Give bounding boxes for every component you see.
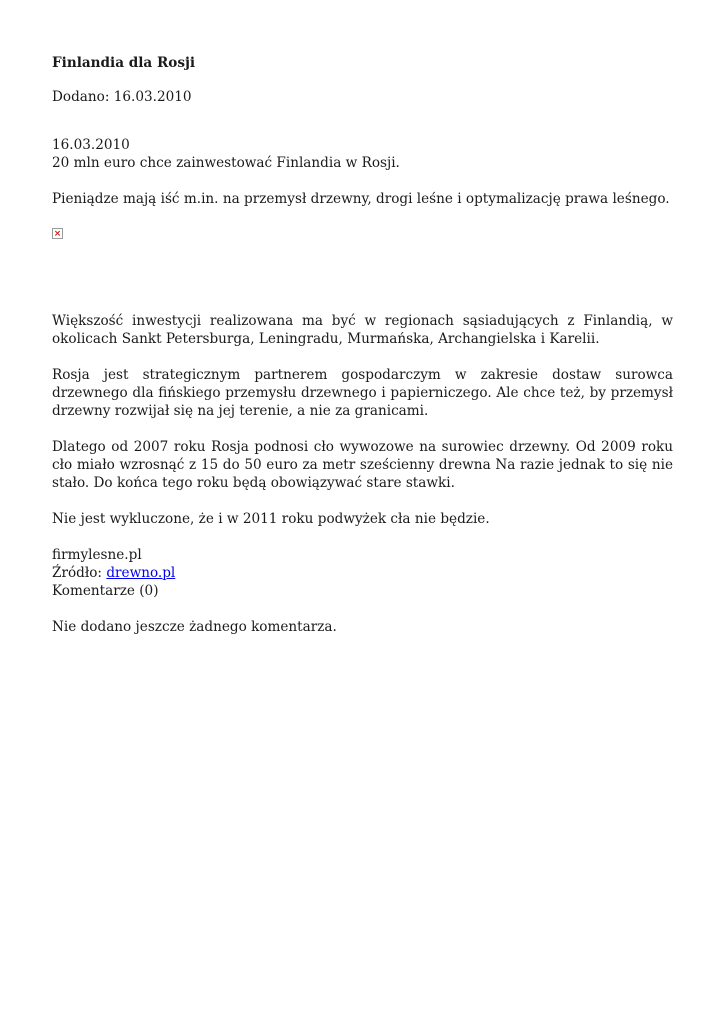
paragraph-3: Rosja jest strategicznym partnerem gospodarczym w zakresie dostaw surowca drzewnego dla fińskiego przemysłu drzewnego i papierniczego. Ale chce też, by przemysł drzewny rozwijał się na jej terenie, a nie za granicami.	[52, 367, 673, 419]
source-line	[52, 564, 673, 582]
no-comments-message: Nie dodano jeszcze żadnego komentarza.	[52, 619, 337, 635]
source-link[interactable]: drewno.pl	[106, 565, 176, 581]
comments-header: Komentarze (0)	[52, 583, 159, 599]
paragraph-2: Większość inwestycji realizowana ma być w regionach sąsiadujących z Finlandią, w okolicach Sankt Petersburga, Leningradu, Murmańska, Archangielska i Karelii.	[52, 313, 673, 347]
paragraph-5: Nie jest wykluczone, że i w 2011 roku podwyżek cła nie będzie.	[52, 511, 490, 527]
added-date: Dodano: 16.03.2010	[52, 89, 192, 105]
article-lead: 20 mln euro chce zainwestować Finlandia w Rosji.	[52, 155, 400, 171]
paragraph-4: Dlatego od 2007 roku Rosja podnosi cło wywozowe na surowiec drzewny. Od 2009 roku cło miało wzrosnąć z 15 do 50 euro za metr sześcienny drewna Na razie jednak to się nie stało. Do końca tego roku będą obowiązywać stare stawki.	[52, 439, 673, 491]
article-image	[52, 226, 673, 312]
article	[52, 54, 673, 636]
article-date: 16.03.2010	[52, 137, 130, 153]
paragraph-1: Pieniądze mają iść m.in. na przemysł drzewny, drogi leśne i optymalizację prawa leśnego.	[52, 191, 670, 207]
article-title: Finlandia dla Rosji	[52, 55, 196, 71]
site-name: firmylesne.pl	[52, 547, 142, 563]
broken-image-icon: ×	[53, 229, 62, 239]
source-label: Źródło:	[52, 565, 107, 581]
